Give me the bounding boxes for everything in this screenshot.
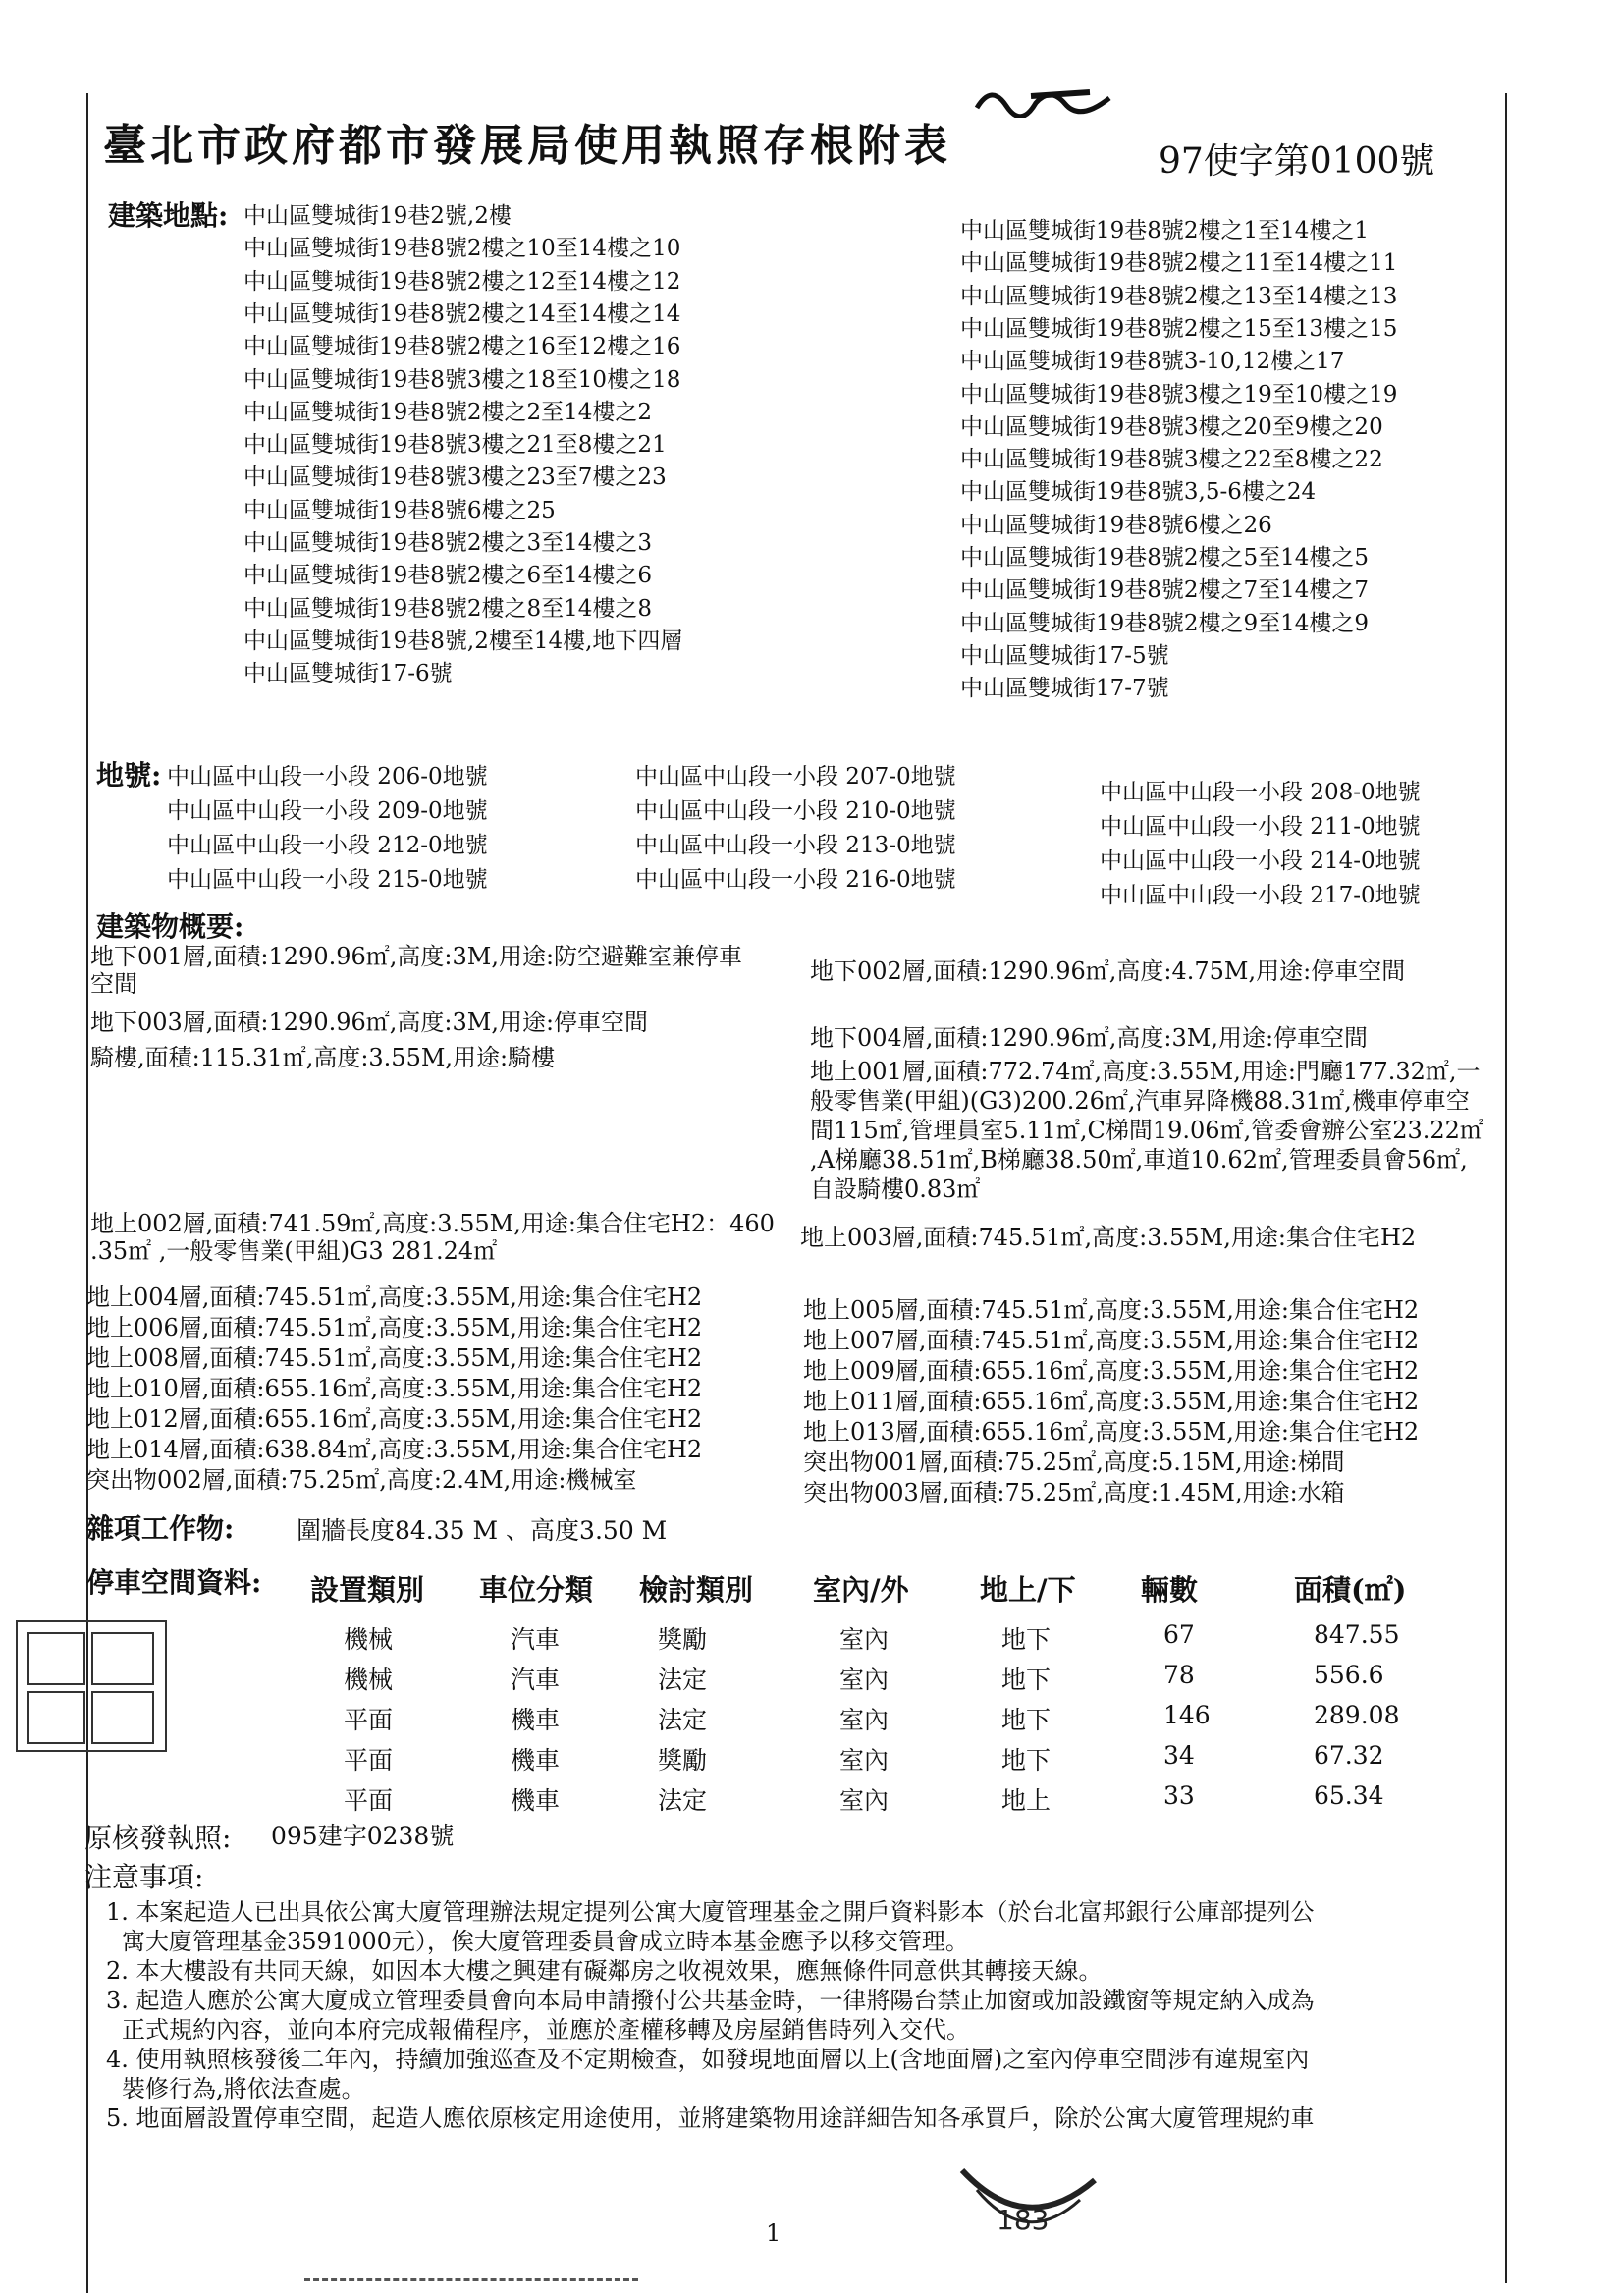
parking-header: 設置類別 xyxy=(310,1573,425,1607)
parking-cell: 獎勵 xyxy=(658,1625,708,1654)
parking-cell: 67 xyxy=(1163,1620,1195,1649)
floor-entry: 地上014層,面積:638.84㎡,高度:3.55M,用途:集合住宅H2 xyxy=(86,1436,703,1463)
site-address: 中山區雙城街19巷8號3,5-6樓之24 xyxy=(960,479,1317,506)
right-border xyxy=(1505,93,1507,2283)
site-address: 中山區雙城街19巷8號2樓之10至14樓之10 xyxy=(243,236,681,262)
note-line: 2. 本大樓設有共同天線，如因本大樓之興建有礙鄰房之收視效果，應無條件同意供其轉接天線。 xyxy=(106,1957,1103,1985)
floor-entry: 地上007層,面積:745.51㎡,高度:3.55M,用途:集合住宅H2 xyxy=(803,1327,1420,1354)
floor-entry: 地上005層,面積:745.51㎡,高度:3.55M,用途:集合住宅H2 xyxy=(803,1296,1420,1324)
site-address: 中山區雙城街19巷8號3樓之18至10樓之18 xyxy=(243,366,681,393)
note-line: 寓大廈管理基金3591000元），俟大廈管理委員會成立時本基金應予以移交管理。 xyxy=(122,1928,969,1955)
document-title: 臺北市政府都市發展局使用執照存根附表 xyxy=(103,121,951,171)
parking-header: 車位分類 xyxy=(479,1573,594,1607)
floor-b2: 地下002層,面積:1290.96㎡,高度:4.75M,用途:停車空間 xyxy=(810,957,1406,985)
floor-entry: 地上006層,面積:745.51㎡,高度:3.55M,用途:集合住宅H2 xyxy=(86,1314,703,1341)
parking-cell: 室內 xyxy=(839,1746,890,1775)
site-address: 中山區雙城街19巷8號2樓之9至14樓之9 xyxy=(960,610,1370,636)
floor-1-line: 地上001層,面積:772.74㎡,高度:3.55M,用途:門廳177.32㎡,一 xyxy=(810,1058,1481,1085)
site-address: 中山區雙城街19巷8號2樓之16至12樓之16 xyxy=(243,334,681,360)
parking-cell: 地上 xyxy=(1001,1786,1052,1815)
page-number: 1 xyxy=(766,2219,782,2247)
site-address: 中山區雙城街19巷8號2樓之3至14樓之3 xyxy=(243,530,653,556)
parking-cell: 67.32 xyxy=(1314,1741,1384,1770)
round-seal xyxy=(957,2151,1100,2249)
parking-cell: 機械 xyxy=(344,1666,394,1694)
lot-number: 中山區中山段一小段 217-0地號 xyxy=(1100,883,1421,908)
site-address: 中山區雙城街19巷8號2樓之8至14樓之8 xyxy=(243,595,653,622)
lot-number: 中山區中山段一小段 214-0地號 xyxy=(1100,848,1421,874)
floor-entry: 突出物001層,面積:75.25㎡,高度:5.15M,用途:梯間 xyxy=(803,1449,1345,1476)
parking-cell: 獎勵 xyxy=(658,1746,708,1775)
parking-cell: 法定 xyxy=(658,1666,708,1694)
parking-cell: 機車 xyxy=(511,1746,561,1775)
parking-cell: 地下 xyxy=(1001,1625,1052,1654)
floor-entry: 地上013層,面積:655.16㎡,高度:3.55M,用途:集合住宅H2 xyxy=(803,1418,1420,1446)
parking-header: 室內/外 xyxy=(813,1573,909,1607)
lot-number: 中山區中山段一小段 210-0地號 xyxy=(635,798,956,824)
svg-text:183: 183 xyxy=(997,2204,1050,2236)
site-address: 中山區雙城街19巷8號6樓之26 xyxy=(960,512,1272,538)
floor-b1: 地下001層,面積:1290.96㎡,高度:3M,用途:防空避難室兼停車 xyxy=(90,943,743,970)
parking-cell: 汽車 xyxy=(511,1625,561,1654)
parking-header: 面積(㎡) xyxy=(1294,1573,1407,1607)
site-address: 中山區雙城街19巷8號2樓之5至14樓之5 xyxy=(960,545,1370,571)
original-license-label: 原核發執照: xyxy=(84,1822,232,1854)
lot-number: 中山區中山段一小段 213-0地號 xyxy=(635,833,956,858)
parking-cell: 556.6 xyxy=(1314,1661,1384,1689)
bottom-dash xyxy=(304,2278,638,2285)
floor-entry: 地上012層,面積:655.16㎡,高度:3.55M,用途:集合住宅H2 xyxy=(86,1405,703,1433)
parking-cell: 34 xyxy=(1163,1741,1195,1770)
floor-1-line: 自設騎樓0.83㎡ xyxy=(810,1175,981,1203)
site-address: 中山區雙城街19巷8號2樓之11至14樓之11 xyxy=(960,250,1398,277)
site-address: 中山區雙城街19巷8號3樓之23至7樓之23 xyxy=(243,465,667,491)
notes-label: 注意事項: xyxy=(84,1861,204,1893)
floor-entry: 地上009層,面積:655.16㎡,高度:3.55M,用途:集合住宅H2 xyxy=(803,1357,1420,1385)
parking-cell: 室內 xyxy=(839,1625,890,1654)
lot-number: 中山區中山段一小段 216-0地號 xyxy=(635,867,956,893)
misc-value: 圍牆長度84.35 M 、高度3.50 M xyxy=(297,1516,668,1545)
parking-cell: 78 xyxy=(1163,1661,1195,1689)
overview-label: 建築物概要: xyxy=(96,910,244,943)
parking-label: 停車空間資料: xyxy=(86,1566,262,1599)
lot-number: 中山區中山段一小段 207-0地號 xyxy=(635,764,956,790)
parking-cell: 847.55 xyxy=(1314,1620,1400,1649)
parking-cell: 地下 xyxy=(1001,1706,1052,1734)
floor-b3: 地下003層,面積:1290.96㎡,高度:3M,用途:停車空間 xyxy=(90,1009,649,1036)
site-address: 中山區雙城街17-7號 xyxy=(960,676,1169,702)
floor-entry: 地上008層,面積:745.51㎡,高度:3.55M,用途:集合住宅H2 xyxy=(86,1344,703,1372)
site-address: 中山區雙城街19巷8號2樓之7至14樓之7 xyxy=(960,577,1370,604)
site-address: 中山區雙城街17-5號 xyxy=(960,642,1169,669)
floor-b1-cont: 空間 xyxy=(90,970,137,998)
note-line: 5. 地面層設置停車空間，起造人應依原核定用途使用，並將建築物用途詳細告知各承買戶，除於公寓大廈管理規約車 xyxy=(106,2105,1315,2132)
parking-cell: 地下 xyxy=(1001,1666,1052,1694)
site-address: 中山區雙城街19巷8號2樓之2至14樓之2 xyxy=(243,399,653,425)
parking-cell: 地下 xyxy=(1001,1746,1052,1775)
site-address: 中山區雙城街19巷8號2樓之15至13樓之15 xyxy=(960,315,1398,342)
site-address: 中山區雙城街19巷8號3樓之19至10樓之19 xyxy=(960,381,1398,408)
parking-cell: 機車 xyxy=(511,1786,561,1815)
lot-label: 地號: xyxy=(96,759,162,792)
parking-cell: 平面 xyxy=(344,1746,394,1775)
site-address: 中山區雙城街19巷8號3樓之21至8樓之21 xyxy=(243,432,667,459)
site-address: 中山區雙城街19巷8號,2樓至14樓,地下四層 xyxy=(243,628,683,654)
site-address: 中山區雙城街19巷8號3樓之20至9樓之20 xyxy=(960,413,1383,440)
site-address: 中山區雙城街19巷8號2樓之14至14樓之14 xyxy=(243,301,681,327)
misc-label: 雜項工作物: xyxy=(86,1512,235,1545)
floor-2-cont: .35㎡ ,一般零售業(甲組)G3 281.24㎡ xyxy=(90,1237,498,1265)
floor-1-line: ,A梯廳38.51㎡,B梯廳38.50㎡,車道10.62㎡,管理委員會56㎡, xyxy=(810,1146,1468,1174)
site-address: 中山區雙城街19巷8號2樓之12至14樓之12 xyxy=(243,268,681,295)
lot-number: 中山區中山段一小段 209-0地號 xyxy=(167,798,488,824)
site-address: 中山區雙城街19巷8號2樓之1至14樓之1 xyxy=(960,218,1370,244)
left-border xyxy=(86,93,88,2293)
lot-number: 中山區中山段一小段 206-0地號 xyxy=(167,764,488,790)
floor-2: 地上002層,面積:741.59㎡,高度:3.55M,用途:集合住宅H2：460 xyxy=(90,1210,775,1237)
floor-entry: 地上011層,面積:655.16㎡,高度:3.55M,用途:集合住宅H2 xyxy=(803,1388,1420,1415)
parking-cell: 機械 xyxy=(344,1625,394,1654)
parking-cell: 室內 xyxy=(839,1666,890,1694)
floor-1-line: 間115㎡,管理員室5.11㎡,C梯間19.06㎡,管委會辦公室23.22㎡ xyxy=(810,1117,1483,1144)
floor-entry: 突出物002層,面積:75.25㎡,高度:2.4M,用途:機械室 xyxy=(86,1466,637,1494)
note-line: 正式規約內容，並向本府完成報備程序，並應於產權移轉及房屋銷售時列入交代。 xyxy=(122,2016,970,2044)
note-line: 裝修行為,將依法查處。 xyxy=(122,2075,365,2103)
permit-number: 97使字第0100號 xyxy=(1159,141,1435,182)
site-address: 中山區雙城街19巷8號3樓之22至8樓之22 xyxy=(960,447,1383,473)
site-address: 中山區雙城街19巷8號6樓之25 xyxy=(243,497,556,523)
floor-entry: 地上004層,面積:745.51㎡,高度:3.55M,用途:集合住宅H2 xyxy=(86,1284,703,1311)
lot-number: 中山區中山段一小段 208-0地號 xyxy=(1100,780,1421,805)
parking-cell: 汽車 xyxy=(511,1666,561,1694)
parking-cell: 平面 xyxy=(344,1786,394,1815)
parking-cell: 289.08 xyxy=(1314,1701,1400,1729)
parking-cell: 146 xyxy=(1163,1701,1211,1729)
parking-cell: 機車 xyxy=(511,1706,561,1734)
parking-cell: 平面 xyxy=(344,1706,394,1734)
site-address: 中山區雙城街19巷8號2樓之6至14樓之6 xyxy=(243,563,653,589)
approval-stamp xyxy=(16,1620,167,1752)
site-address: 中山區雙城街19巷8號3-10,12樓之17 xyxy=(960,349,1345,375)
parking-header: 輛數 xyxy=(1141,1573,1199,1607)
site-address: 中山區雙城街19巷2號,2樓 xyxy=(243,203,512,229)
site-label: 建築地點: xyxy=(108,199,229,232)
lot-number: 中山區中山段一小段 215-0地號 xyxy=(167,867,488,893)
parking-cell: 法定 xyxy=(658,1706,708,1734)
parking-cell: 法定 xyxy=(658,1786,708,1815)
parking-header: 地上/下 xyxy=(980,1573,1076,1607)
parking-header: 檢討類別 xyxy=(639,1573,754,1607)
note-line: 1. 本案起造人已出具依公寓大廈管理辦法規定提列公寓大廈管理基金之開戶資料影本（於台北富邦銀行公庫部提列公 xyxy=(106,1898,1315,1926)
site-address: 中山區雙城街19巷8號2樓之13至14樓之13 xyxy=(960,283,1398,309)
parking-cell: 室內 xyxy=(839,1706,890,1734)
floor-entry: 突出物003層,面積:75.25㎡,高度:1.45M,用途:水箱 xyxy=(803,1479,1345,1506)
site-address: 中山區雙城街17-6號 xyxy=(243,661,453,687)
original-license-value: 095建字0238號 xyxy=(271,1822,455,1850)
floor-3: 地上003層,面積:745.51㎡,高度:3.55M,用途:集合住宅H2 xyxy=(800,1224,1417,1251)
arcade: 騎樓,面積:115.31㎡,高度:3.55M,用途:騎樓 xyxy=(90,1044,556,1071)
floor-1-line: 般零售業(甲組)(G3)200.26㎡,汽車昇降機88.31㎡,機車停車空 xyxy=(810,1087,1470,1115)
floor-b4: 地下004層,面積:1290.96㎡,高度:3M,用途:停車空間 xyxy=(810,1024,1369,1052)
floor-entry: 地上010層,面積:655.16㎡,高度:3.55M,用途:集合住宅H2 xyxy=(86,1375,703,1402)
handwritten-scribble xyxy=(972,79,1119,118)
lot-number: 中山區中山段一小段 212-0地號 xyxy=(167,833,488,858)
parking-cell: 33 xyxy=(1163,1781,1195,1810)
parking-cell: 65.34 xyxy=(1314,1781,1384,1810)
lot-number: 中山區中山段一小段 211-0地號 xyxy=(1100,814,1421,840)
parking-cell: 室內 xyxy=(839,1786,890,1815)
note-line: 4. 使用執照核發後二年內，持續加強巡查及不定期檢查，如發現地面層以上(含地面層)之室內停車空間涉有違規室內 xyxy=(106,2046,1310,2073)
note-line: 3. 起造人應於公寓大廈成立管理委員會向本局申請撥付公共基金時，一律將陽台禁止加窗或加設鐵窗等規定納入成為 xyxy=(106,1987,1315,2014)
